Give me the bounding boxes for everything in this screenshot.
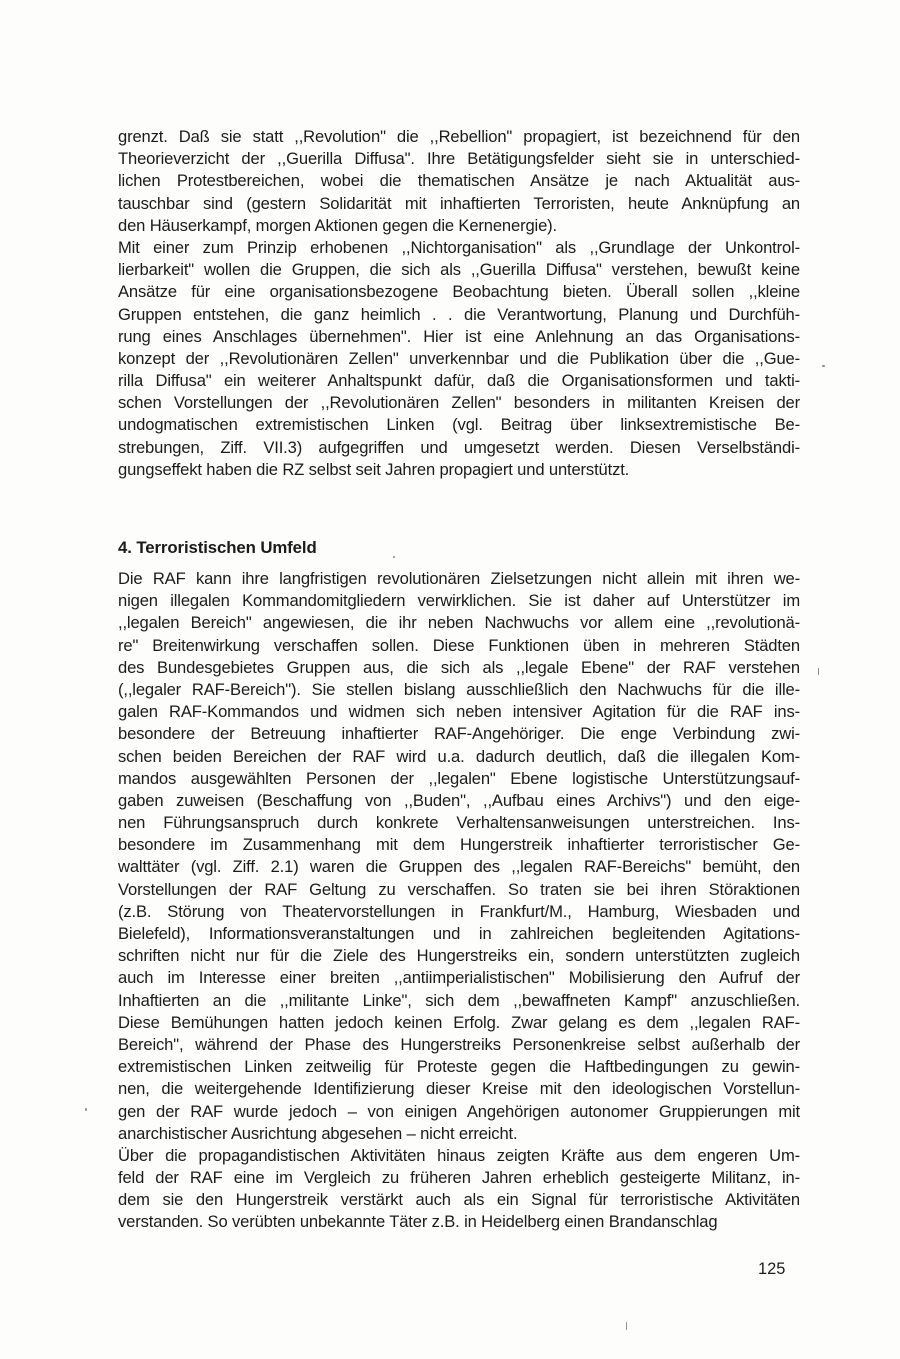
text-line: rilla Diffusa" ein weiterer Anhaltspunkt dafür, daß die Organisationsformen und takti-: [118, 371, 800, 391]
text-line: (,,legaler RAF-Bereich"). Sie stellen bislang ausschließlich den Nachwuchs für die ille-: [118, 679, 800, 699]
text-line: lichen Protestbereichen, wobei die thematischen Ansätze je nach Aktualität aus-: [118, 171, 800, 191]
text-block-top: [118, 126, 800, 481]
text-line: Gruppen entstehen, die ganz heimlich . . die Verantwortung, Planung und Durchfüh-: [118, 304, 800, 324]
paragraph: [118, 1145, 800, 1234]
text-line: besondere der Betreuung inhaftierter RAF-Angehöriger. Die enge Verbindung zwi-: [118, 724, 800, 744]
paragraph: [118, 568, 800, 1145]
text-line: undogmatischen extremistischen Linken (vgl. Beitrag über linksextremistische Be-: [118, 415, 800, 435]
text-line: galen RAF-Kommandos und widmen sich neben intensiver Agitation für die RAF ins-: [118, 702, 800, 722]
text-line: anarchistischer Ausrichtung abgesehen – nicht erreicht.: [118, 1123, 518, 1143]
text-line: gungseffekt haben die RZ selbst seit Jahren propagiert und unterstützt.: [118, 459, 630, 479]
text-line: re" Breitenwirkung verschaffen sollen. Diese Funktionen üben in mehreren Städten: [118, 635, 800, 655]
text-line: walttäter (vgl. Ziff. 2.1) waren die Gruppen des ,,legalen RAF-Bereichs" bemüht, den: [118, 857, 800, 877]
text-line: Die RAF kann ihre langfristigen revolutionären Zielsetzungen nicht allein mit ihren we-: [118, 569, 800, 588]
text-line: schriften nicht nur für die Ziele des Hungerstreiks ein, sondern unterstützten zugleich: [118, 946, 800, 966]
scan-speck: [393, 556, 395, 558]
text-line: schen beiden Bereichen der RAF wird u.a. dadurch deutlich, daß die illegalen Kom-: [118, 746, 800, 766]
text-line: nigen illegalen Kommandomitgliedern verwirklichen. Sie ist daher auf Unterstützer im: [118, 591, 800, 611]
scan-speck: [85, 1108, 87, 1111]
text-line: besondere im Zusammenhang mit dem Hungerstreik inhaftierter terroristischer Ge-: [118, 835, 800, 855]
scan-speck: [822, 365, 825, 367]
text-line: schen Vorstellungen der ,,Revolutionären Zellen" besonders in militanten Kreisen der: [118, 393, 800, 413]
text-line: feld der RAF eine im Vergleich zu früheren Jahren erheblich gesteigerte Militanz, in-: [118, 1168, 800, 1188]
text-line: den Häuserkampf, morgen Aktionen gegen die Kernenergie).: [118, 215, 557, 235]
text-line: Ansätze für eine organisationsbezogene Beobachtung bieten. Überall sollen ,,kleine: [118, 282, 800, 302]
scan-speck: [818, 668, 819, 675]
paragraph: [118, 126, 800, 237]
text-line: Mit einer zum Prinzip erhobenen ,,Nichtorganisation" als ,,Grundlage der Unkontrol-: [118, 237, 800, 257]
page-number: 125: [758, 1260, 786, 1278]
text-line: verstanden. So verübten unbekannte Täter z.B. in Heidelberg einen Brandanschlag: [118, 1212, 718, 1232]
text-line: lierbarkeit" wollen die Gruppen, die sich als ,,Guerilla Diffusa" verstehen, bewußt keine: [118, 260, 800, 280]
section-heading: 4. Terroristischen Umfeld: [118, 538, 317, 557]
text-line: dem sie den Hungerstreik verstärkt auch als ein Signal für terroristische Aktivitäten: [118, 1190, 800, 1210]
text-line: nen, die weitergehende Identifizierung dieser Kreise mit den ideologischen Vorstellun-: [118, 1079, 800, 1099]
text-line: Inhaftierten an die ,,militante Linke", sich dem ,,bewaffneten Kampf" anzuschließen.: [118, 990, 800, 1010]
text-line: Bielefeld), Informationsveranstaltungen und in zahlreichen begleitenden Agitations-: [118, 924, 800, 943]
text-line: strebungen, Ziff. VII.3) aufgegriffen und umgesetzt werden. Diesen Verselbständi-: [118, 437, 800, 457]
text-line: Bereich", während der Phase des Hungerstreiks Personenkreise selbst außerhalb der: [118, 1034, 800, 1054]
text-line: Vorstellungen der RAF Geltung zu verschaffen. So traten sie bei ihren Störaktionen: [118, 879, 800, 899]
text-line: gen der RAF wurde jedoch – von einigen Angehörigen autonomer Gruppierungen mit: [118, 1101, 800, 1121]
text-line: des Bundesgebietes Gruppen aus, die sich als ,,legale Ebene" der RAF verstehen: [118, 657, 800, 677]
text-line: Theorieverzicht der ,,Guerilla Diffusa". Ihre Betätigungsfelder sieht sie in unterschied-: [118, 149, 800, 169]
scan-speck: [626, 1322, 627, 1330]
text-line: grenzt. Daß sie statt ,,Revolution" die ,,Rebellion" propagiert, ist bezeichnend für den: [118, 127, 800, 146]
text-line: nen Führungsanspruch durch konkrete Verhaltensanweisungen unterstreichen. Ins-: [118, 813, 800, 833]
text-line: tauschbar sind (gestern Solidarität mit inhaftierten Terroristen, heute Anknüpfung an: [118, 193, 800, 213]
text-block-bottom: [118, 568, 800, 1234]
text-line: gaben zuweisen (Beschaffung von ,,Buden", ,,Aufbau eines Archivs") und den eige-: [118, 790, 800, 810]
text-line: auch im Interesse einer breiten ,,antiimperialistischen" Mobilisierung den Aufruf der: [118, 968, 800, 988]
text-line: extremistischen Linken zeitweilig für Proteste gegen die Haftbedingungen zu gewin-: [118, 1057, 800, 1077]
text-line: mandos ausgewählten Personen der ,,legalen" Ebene logistische Unterstützungsauf-: [118, 768, 800, 788]
text-line: Diese Bemühungen hatten jedoch keinen Erfolg. Zwar gelang es dem ,,legalen RAF-: [118, 1012, 800, 1032]
paragraph: [118, 237, 800, 481]
text-line: rung eines Anschlages übernehmen". Hier ist eine Anlehnung an das Organisations-: [118, 326, 800, 346]
text-line: konzept der ,,Revolutionären Zellen" unverkennbar und die Publikation über die ,,Gue-: [118, 348, 800, 368]
text-line: (z.B. Störung von Theatervorstellungen in Frankfurt/M., Hamburg, Wiesbaden und: [118, 901, 800, 921]
text-line: ,,legalen Bereich" angewiesen, die ihr neben Nachwuchs vor allem eine ,,revolutionä-: [118, 613, 800, 633]
text-line: Über die propagandistischen Aktivitäten hinaus zeigten Kräfte aus dem engeren Um-: [118, 1145, 800, 1165]
